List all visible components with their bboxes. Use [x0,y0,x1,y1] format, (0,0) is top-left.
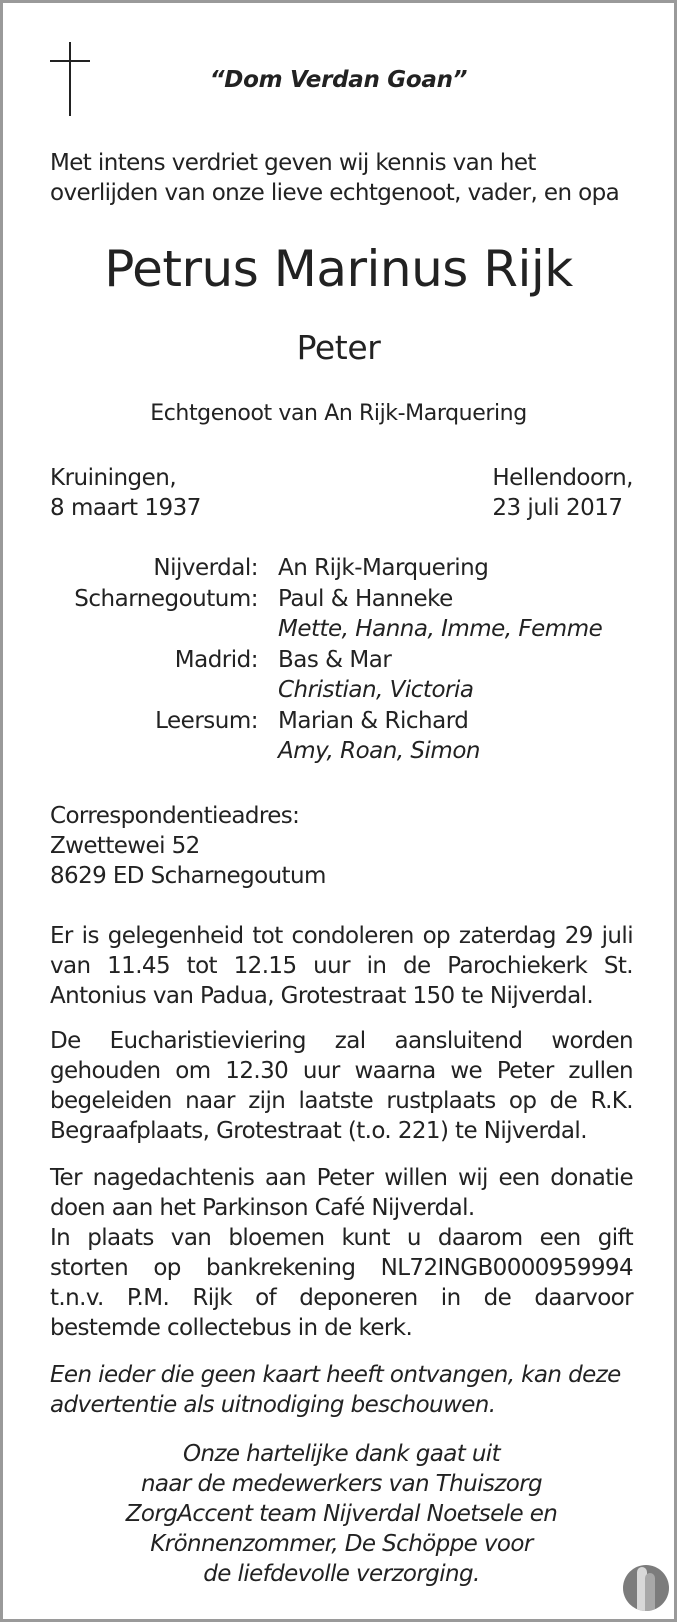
donation-text-2: In plaats van bloemen kunt u daarom een gift storten op bankrekening NL72INGB0000959994 t.n.v. P.M. Rijk of deponeren in de daarvoor bestemde collectebus in de kerk. [50,1225,633,1341]
family-names: Paul & Hanneke [278,585,453,612]
address-street: Zwettewei 52 [50,833,200,859]
motto: “Dom Verdan Goan” [209,67,468,93]
death-info [492,463,633,523]
service-paragraph: De Eucharistieviering zal aansluitend worden gehouden om 12.30 uur waarna we Peter zullen begeleiden naar zijn laatste rustplaats op de R.K. Begraafplaats, Grotestraat (t.o. 221) te Nijverdal. [50,1028,633,1144]
correspondence-address [50,801,633,891]
intro-text: Met intens verdriet geven wij kennis van het overlijden van onze lieve echtgenoot, vader, en opa [50,150,620,206]
address-city: 8629 ED Scharnegoutum [50,863,326,889]
memorial-logo-icon [623,1565,669,1611]
family-row [3,645,677,676]
family-place: Leersum: [155,707,258,734]
birth-info [50,463,201,523]
birth-date: 8 maart 1937 [50,495,201,521]
thanks-line: de liefdevolle verzorging. [203,1561,480,1587]
invitation-paragraph: Een ieder die geen kaart heeft ontvangen, kan deze advertentie als uitnodiging beschouwen. [50,1362,621,1418]
thanks-paragraph [50,1439,633,1589]
deceased-name: Petrus Marinus Rijk [104,240,573,298]
death-date: 23 juli 2017 [492,495,623,521]
thanks-line: naar de medewerkers van Thuiszorg [140,1471,543,1497]
thanks-line: ZorgAccent team Nijverdal Noetsele en [125,1501,558,1527]
thanks-line: Krönnenzommer, De Schöppe voor [150,1531,533,1557]
grandchildren: Amy, Roan, Simon [278,738,480,764]
condolence-paragraph: Er is gelegenheid tot condoleren op zaterdag 29 juli van 11.45 tot 12.15 uur in de Parochiekerk St. Antonius van Padua, Grotestraat 150 te Nijverdal. [50,923,633,1009]
family-names: An Rijk-Marquering [278,555,489,581]
family-names: Marian & Richard [278,707,469,734]
family-row [3,584,677,615]
family-place: Madrid: [174,646,258,673]
family-place: Scharnegoutum: [74,585,258,612]
spouse-line: Echtgenoot van An Rijk-Marquering [150,401,527,426]
family-row [3,675,677,706]
family-list [3,553,677,767]
death-place: Hellendoorn, [492,465,633,491]
family-row [3,553,677,584]
address-label: Correspondentieadres: [50,803,300,829]
family-names: Bas & Mar [278,646,392,673]
thanks-line: Onze hartelijke dank gaat uit [182,1441,501,1467]
grandchildren: Christian, Victoria [278,677,474,703]
donation-text-1: Ter nagedachtenis aan Peter willen wij een donatie doen aan het Parkinson Café Nijverdal. [50,1165,633,1221]
family-row [3,736,677,767]
birth-place: Kruiningen, [50,465,177,491]
grandchildren: Mette, Hanna, Imme, Femme [278,616,603,642]
donation-paragraph [50,1163,633,1343]
family-place: Nijverdal: [153,555,258,581]
family-row [3,614,677,645]
deceased-nickname: Peter [296,328,381,367]
family-row [3,706,677,737]
cross-icon [50,42,90,116]
